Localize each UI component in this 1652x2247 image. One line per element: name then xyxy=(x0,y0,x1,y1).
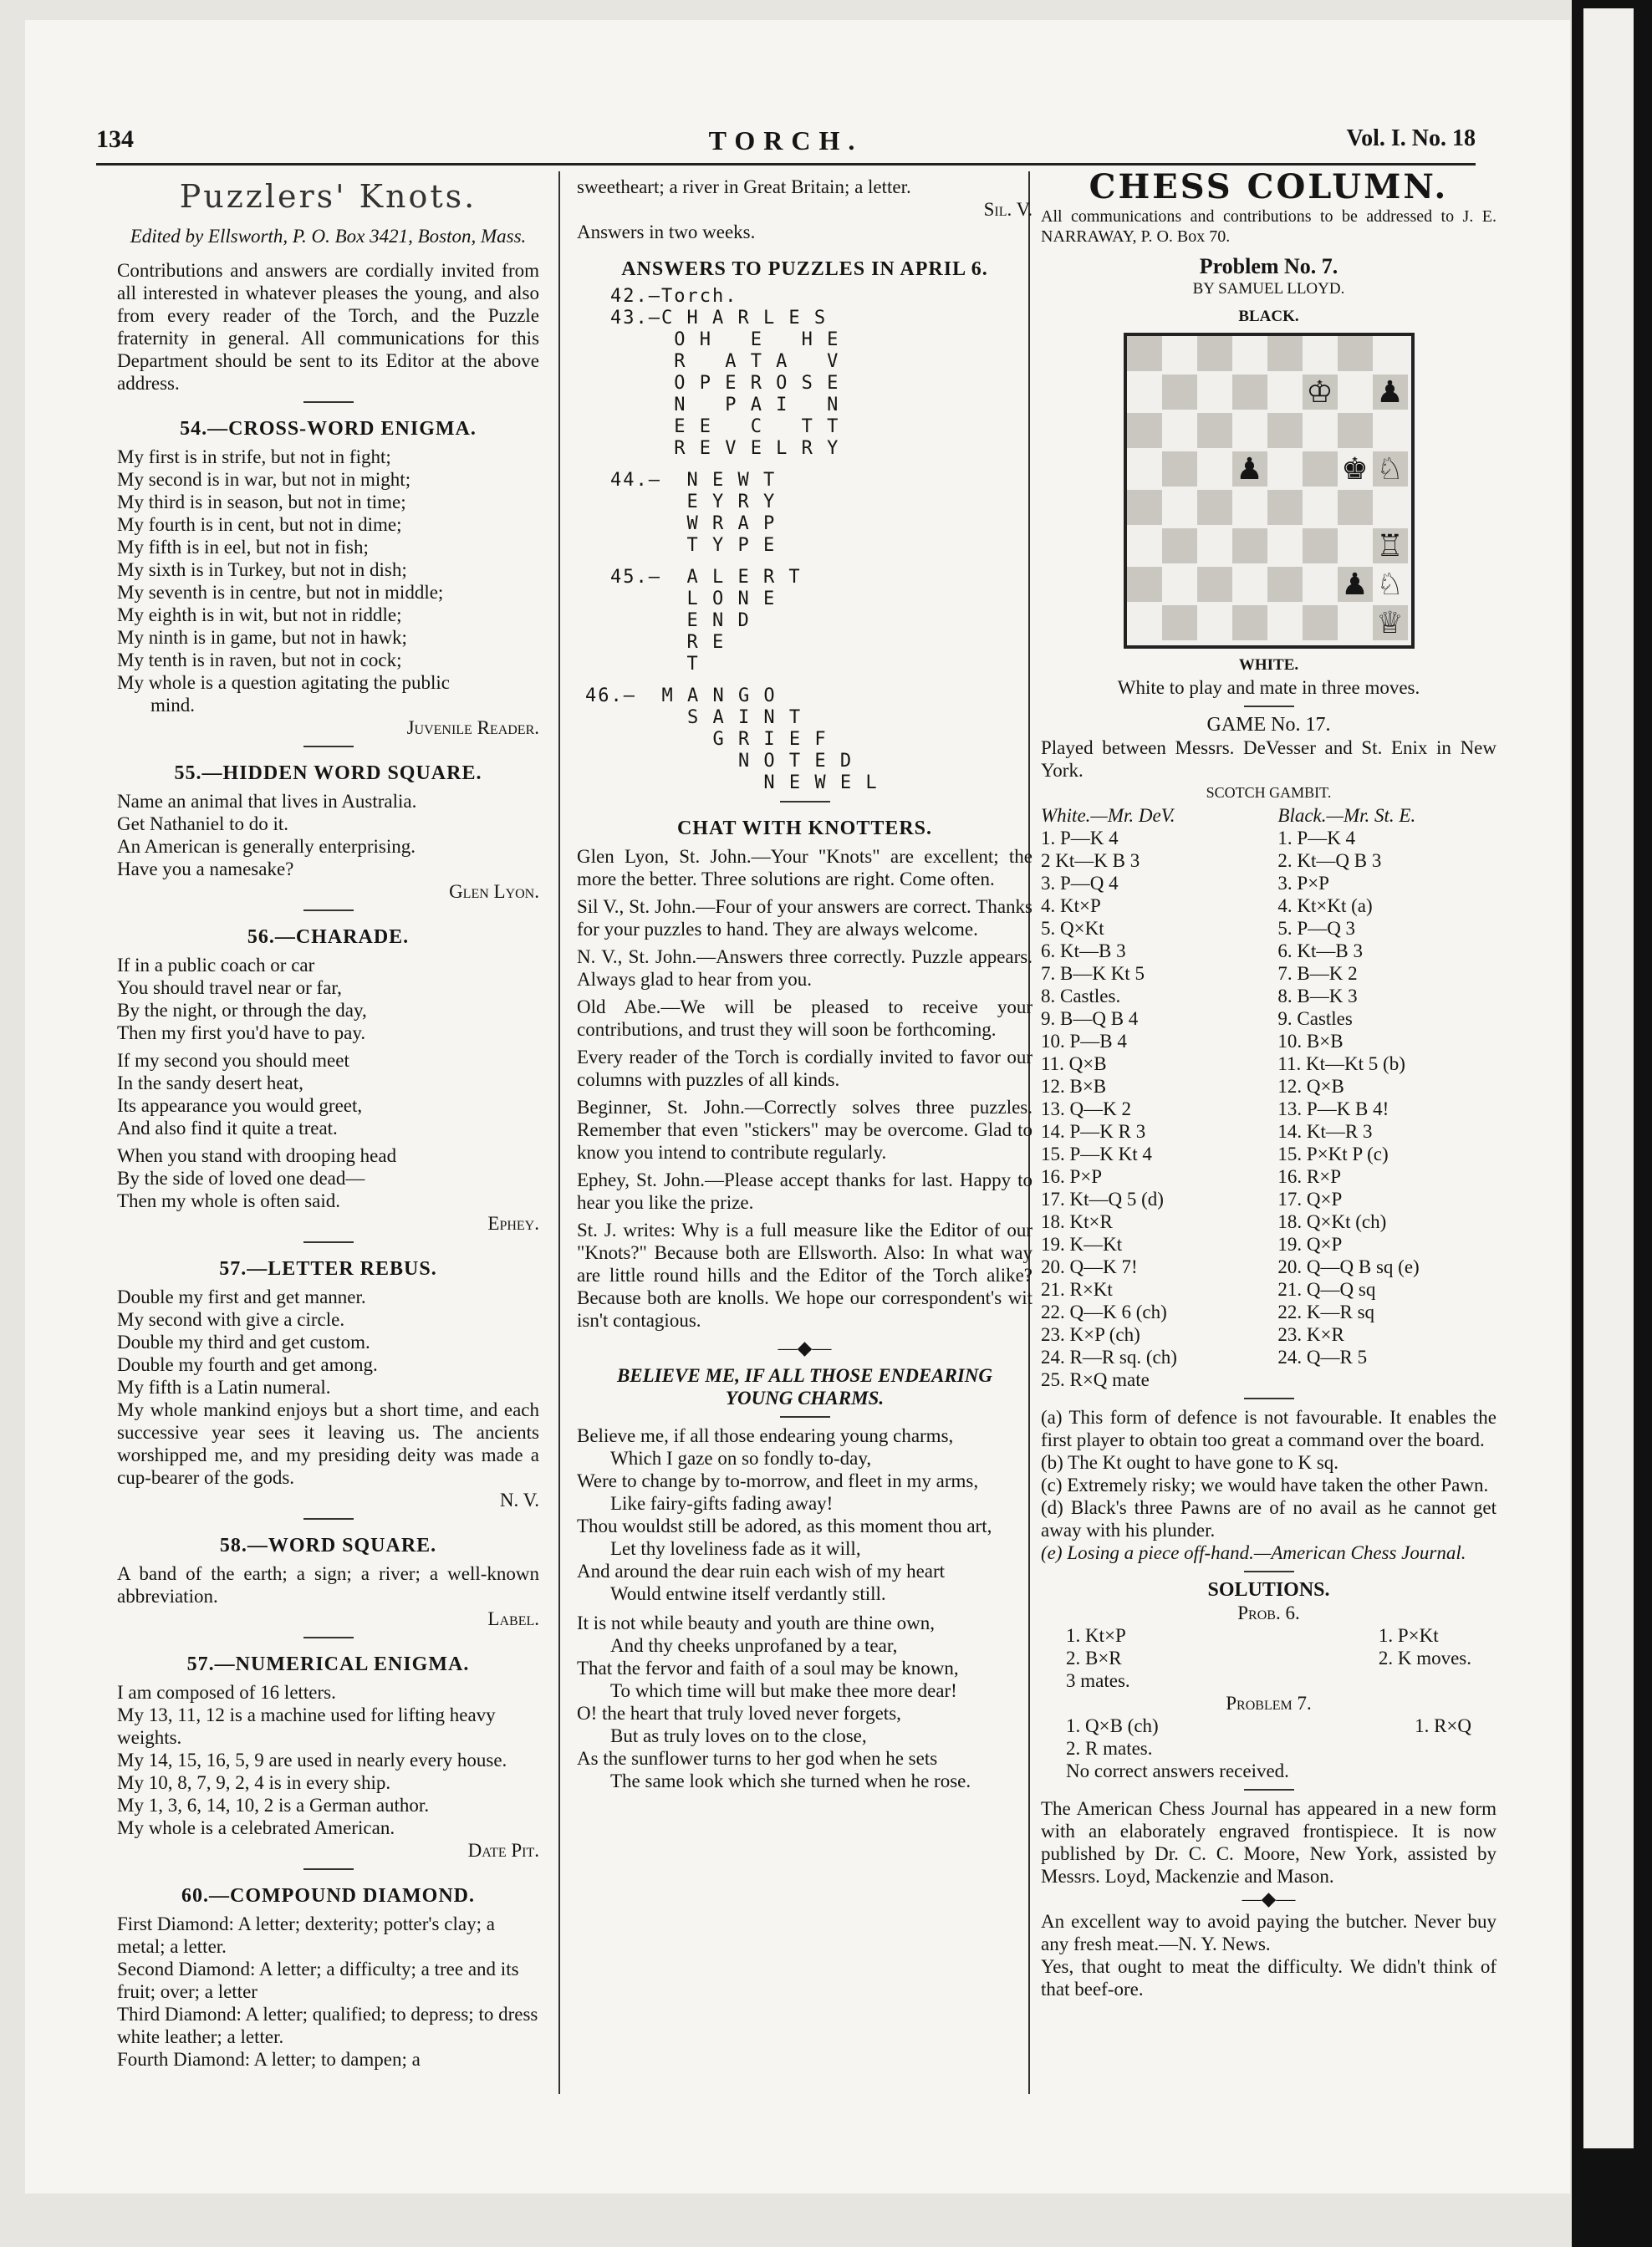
puzzle-line: Double my first and get manner. xyxy=(117,1287,366,1307)
chess-move: 18. Kt×R xyxy=(1041,1211,1113,1232)
puzzle-title: 58.—WORD SQUARE. xyxy=(219,1535,437,1557)
game-note: (a) This form of defence is not favourable. It enables the first player to obtain too great a command over the board. xyxy=(1041,1407,1496,1450)
chess-move: 15. P—K Kt 4 xyxy=(1041,1144,1152,1164)
black-moves xyxy=(1277,804,1496,1391)
answer-grid-row: L O N E xyxy=(610,588,777,609)
board-square xyxy=(1197,490,1232,525)
puzzle-line: My 10, 8, 7, 9, 2, 4 is in every ship. xyxy=(117,1772,391,1793)
chess-move: 20. Q—Q B sq (e) xyxy=(1277,1256,1420,1277)
answer-grid-row: 43.—C H A R L E S xyxy=(610,308,828,329)
answer-grid-row: O P E R O S E xyxy=(610,373,840,394)
puzzle-line: mind. xyxy=(150,695,196,716)
puzzle-line: My 1, 3, 6, 14, 10, 2 is a German author. xyxy=(117,1795,430,1816)
poem-line: And thy cheeks unprofaned by a tear, xyxy=(610,1635,898,1656)
answer-grid-row: E Y R Y xyxy=(610,492,777,512)
puzzle-title: 57.—LETTER REBUS. xyxy=(219,1258,437,1280)
answer-grid-row: N E W E L xyxy=(585,772,879,793)
chess-move: 17. Kt—Q 5 (d) xyxy=(1041,1189,1164,1210)
board-square xyxy=(1127,490,1162,525)
poem-line: By the side of loved one dead— xyxy=(117,1168,365,1189)
solution-move: 1. Kt×P xyxy=(1066,1625,1126,1646)
poem-line: By the night, or through the day, xyxy=(117,1000,367,1021)
chess-move: 12. B×B xyxy=(1041,1076,1107,1097)
ornament-divider: —◆— xyxy=(1242,1888,1296,1909)
prob7-solution xyxy=(1041,1715,1496,1760)
no-correct-note: No correct answers received. xyxy=(1066,1760,1289,1781)
chess-move: 22. K—R sq xyxy=(1277,1302,1375,1322)
chess-move: 7. B—K Kt 5 xyxy=(1041,963,1145,984)
board-square xyxy=(1127,567,1162,602)
poem-line: Which I gaze on so fondly to-day, xyxy=(610,1448,872,1469)
chess-move: 12. Q×B xyxy=(1277,1076,1344,1097)
page-header xyxy=(96,125,1476,159)
board-square xyxy=(1162,605,1197,640)
chess-move: 5. P—Q 3 xyxy=(1277,918,1356,939)
black-player: Black.—Mr. St. E. xyxy=(1277,805,1416,826)
game-title: GAME No. 17. xyxy=(1206,714,1331,736)
solution-move: 1. Q×B (ch) xyxy=(1066,1715,1159,1736)
divider xyxy=(303,1868,354,1870)
puzzle-line: Double my fourth and get among. xyxy=(117,1354,378,1375)
solutions-title: SOLUTIONS. xyxy=(1207,1579,1330,1601)
answer-grid-row: N P A I N xyxy=(610,395,840,415)
white-move-list xyxy=(1041,827,1260,1391)
board-square xyxy=(1338,336,1373,371)
solution-move: 2. B×R xyxy=(1066,1648,1122,1669)
scan-edge xyxy=(1572,0,1652,2247)
chess-title: CHESS COLUMN. xyxy=(1089,167,1449,206)
puzzle-signature: Ephey. xyxy=(487,1213,539,1234)
puzzle-title: 55.—HIDDEN WORD SQUARE. xyxy=(174,762,482,784)
poem-line: As the sunflower turns to her god when he sets xyxy=(577,1748,938,1769)
puzzle-line: Fourth Diamond: A letter; to dampen; a xyxy=(117,2049,421,2070)
puzzle-line: My eighth is in wit, but not in riddle; xyxy=(117,604,402,625)
poem-line: When you stand with drooping head xyxy=(117,1145,397,1166)
problem-author: BY SAMUEL LLOYD. xyxy=(1192,280,1345,298)
solution-move: 1. P×Kt xyxy=(1378,1625,1439,1646)
page-number: 134 xyxy=(96,125,134,153)
chess-move: 3. P×P xyxy=(1277,873,1329,894)
poem-line: Then my whole is often said. xyxy=(117,1190,341,1211)
facing-page-strip xyxy=(1583,8,1634,2148)
poem-line: If in a public coach or car xyxy=(117,955,315,976)
chess-note: All communications and contributions to be addressed to J. E. NARRAWAY, P. O. Box 70. xyxy=(1041,207,1496,246)
chess-move: 10. B×B xyxy=(1277,1031,1344,1052)
board-square xyxy=(1267,336,1303,371)
header-rule xyxy=(96,163,1476,166)
puzzle-line: My ninth is in game, but not in hawk; xyxy=(117,627,407,648)
chess-move: 5. Q×Kt xyxy=(1041,918,1104,939)
chess-move: 1. P—K 4 xyxy=(1041,828,1119,848)
puzzle-signature: Date Pit. xyxy=(467,1840,539,1861)
divider xyxy=(303,746,354,747)
chat-paragraph: N. V., St. John.—Answers three correctly. Puzzle appears. Always glad to hear from you. xyxy=(577,946,1032,990)
solution-move: 1. R×Q xyxy=(1415,1715,1471,1736)
answer-44 xyxy=(577,470,1032,557)
chess-move: 23. K×P (ch) xyxy=(1041,1324,1140,1345)
prob7-label: Problem 7. xyxy=(1226,1693,1312,1714)
puzzle-line: My tenth is in raven, but not in cock; xyxy=(117,650,402,670)
poem-line: But as truly loves on to the close, xyxy=(610,1725,867,1746)
ornament-divider: —◆— xyxy=(778,1338,832,1358)
chess-move: 18. Q×Kt (ch) xyxy=(1277,1211,1387,1232)
answer-grid-row: T xyxy=(610,654,700,675)
answer-grid-row: O H E H E xyxy=(610,329,840,350)
poem-line: Were to change by to-morrow, and fleet in my arms, xyxy=(577,1470,979,1491)
answer-grid-row: T Y P E xyxy=(610,535,777,556)
poem-line: To which time will but make thee more dear! xyxy=(610,1680,957,1701)
chess-move: 10. P—B 4 xyxy=(1041,1031,1127,1052)
poem-line: If my second you should meet xyxy=(117,1050,349,1071)
puzzle-line: Get Nathaniel to do it. xyxy=(117,813,289,834)
answer-grid-row: 44.— N E W T xyxy=(610,470,777,491)
chess-move: 20. Q—K 7! xyxy=(1041,1256,1138,1277)
divider xyxy=(303,1518,354,1520)
puzzle-signature: Label. xyxy=(487,1608,539,1629)
section-title: Puzzlers' Knots. xyxy=(179,178,477,215)
journal-note: The American Chess Journal has appeared in a new form with an elaborately engraved frontispiece. It is now published by Dr. C. C. Moore, New York, assisted by Messrs. Loyd, Mackenzie and Mason. xyxy=(1041,1798,1496,1887)
game-note: (b) The Kt ought to have gone to K sq. xyxy=(1041,1452,1339,1473)
puzzle-title: 60.—COMPOUND DIAMOND. xyxy=(181,1885,475,1907)
black-king-piece: ♚ xyxy=(1341,452,1369,486)
puzzle-line: My 13, 11, 12 is a machine used for lifting heavy weights. xyxy=(117,1704,496,1748)
chess-move: 15. P×Kt P (c) xyxy=(1277,1144,1389,1164)
board-square xyxy=(1197,413,1232,448)
board-square xyxy=(1232,528,1267,563)
board-square xyxy=(1127,336,1162,371)
black-move-list xyxy=(1277,827,1496,1368)
game-note: (d) Black's three Pawns are of no avail as he cannot get away with his plunder. xyxy=(1041,1497,1496,1541)
chat-paragraph: St. J. writes: Why is a full measure like the Editor of our "Knots?" Because both are Ellsworth. Also: In what way are little round hills and the Editor of the Torch alike? Because both are knolls. We hope our correspondent's wit isn't contagious. xyxy=(577,1220,1032,1331)
puzzle-title: 57.—NUMERICAL ENIGMA. xyxy=(186,1653,470,1675)
puzzle-signature: Sil. V. xyxy=(983,199,1032,220)
answer-46 xyxy=(577,685,1032,794)
puzzle-title: 56.—CHARADE. xyxy=(247,926,410,948)
column-puzzles xyxy=(117,176,539,2071)
board-square xyxy=(1303,605,1338,640)
chess-move: 9. Castles xyxy=(1277,1008,1353,1029)
puzzle-line: My fifth is a Latin numeral. xyxy=(117,1377,331,1398)
puzzle-line: My third is in season, but not in time; xyxy=(117,492,406,512)
chess-move: 7. B—K 2 xyxy=(1277,963,1358,984)
column-divider xyxy=(558,171,560,2094)
puzzle-line: My whole is a celebrated American. xyxy=(117,1817,395,1838)
puzzle-line: First Diamond: A letter; dexterity; potter's clay; a metal; a letter. xyxy=(117,1913,495,1957)
white-player: White.—Mr. DeV. xyxy=(1041,805,1175,826)
white-rook-piece: ♖ xyxy=(1376,529,1404,563)
divider xyxy=(303,401,354,403)
answer-grid-row: E N D xyxy=(610,610,751,631)
solution-move: 2. K moves. xyxy=(1378,1648,1471,1669)
prob7-white xyxy=(1066,1715,1159,1760)
poem-line: O! the heart that truly loved never forgets, xyxy=(577,1703,901,1724)
chess-move: 9. B—Q B 4 xyxy=(1041,1008,1139,1029)
board-square xyxy=(1162,374,1197,410)
puzzle-line: My sixth is in Turkey, but not in dish; xyxy=(117,559,407,580)
board-square xyxy=(1162,451,1197,487)
opening-name: SCOTCH GAMBIT. xyxy=(1206,784,1332,801)
poem-line: Then my first you'd have to pay. xyxy=(117,1022,366,1043)
puzzle-title: 54.—CROSS-WORD ENIGMA. xyxy=(180,418,477,440)
puzzle-body xyxy=(117,446,539,739)
board-square xyxy=(1267,567,1303,602)
chess-board xyxy=(1124,333,1415,649)
puzzle-line: I am composed of 16 letters. xyxy=(117,1682,336,1703)
board-square xyxy=(1267,413,1303,448)
puzzle-line: A band of the earth; a sign; a river; a well-known abbreviation. xyxy=(117,1563,539,1607)
problem-instruction: White to play and mate in three moves. xyxy=(1117,677,1420,698)
board-square xyxy=(1303,451,1338,487)
poem-line: Believe me, if all those endearing young charms, xyxy=(577,1425,954,1446)
answer-grid-row: R E V E L R Y xyxy=(610,438,840,459)
chess-move: 2. Kt—Q B 3 xyxy=(1277,850,1382,871)
divider xyxy=(1244,1398,1294,1399)
puzzle-line: My whole mankind enjoys but a short time, and each successive year sees it leaving us. The ancients worshipped me, and my presiding deity was made a cup-bearer of the gods. xyxy=(117,1399,539,1488)
chess-move: 11. Kt—Kt 5 (b) xyxy=(1277,1053,1405,1074)
white-label: WHITE. xyxy=(1238,656,1299,674)
game-note: (e) Losing a piece off-hand.—American Chess Journal. xyxy=(1041,1542,1466,1563)
editor-line: Edited by Ellsworth, P. O. Box 3421, Boston, Mass. xyxy=(130,226,527,247)
chess-move: 21. R×Kt xyxy=(1041,1279,1113,1300)
answers-note: Answers in two weeks. xyxy=(577,222,756,242)
answer-grid-row: N O T E D xyxy=(585,751,854,772)
prob6-white xyxy=(1066,1624,1130,1692)
divider xyxy=(780,801,830,802)
answer-grid-row: R E xyxy=(610,632,726,653)
chess-move: 21. Q—Q sq xyxy=(1277,1279,1376,1300)
puzzle-line: My fourth is in cent, but not in dime; xyxy=(117,514,402,535)
intro-paragraph: Contributions and answers are cordially invited from all interested in whatever pleases the young, and also from every reader of the Torch, and the Puzzle fraternity in general. All communications for this Department should be sent to its Editor at the above address. xyxy=(117,260,539,394)
board-square xyxy=(1197,567,1232,602)
prob6-label: Prob. 6. xyxy=(1237,1602,1300,1623)
puzzle-line: Second Diamond: A letter; a difficulty; a tree and its fruit; over; a letter xyxy=(117,1959,519,2002)
chess-move: 14. Kt—R 3 xyxy=(1277,1121,1373,1142)
poem-line: That the fervor and faith of a soul may be known, xyxy=(577,1658,959,1679)
board-square xyxy=(1232,605,1267,640)
puzzle-line: Third Diamond: A letter; qualified; to depress; to dress white leather; a letter. xyxy=(117,2004,538,2047)
poem-title: BELIEVE ME, IF ALL THOSE ENDEARING YOUNG CHARMS. xyxy=(616,1365,993,1409)
divider xyxy=(303,1241,354,1243)
puzzle-line: My first is in strife, but not in fight; xyxy=(117,446,391,467)
chess-move: 16. P×P xyxy=(1041,1166,1103,1187)
answer-grid-row: R A T A V xyxy=(610,351,840,372)
answer-grid-row: 46.— M A N G O xyxy=(585,685,777,706)
chess-move: 24. Q—R 5 xyxy=(1277,1347,1368,1368)
chess-move: 11. Q×B xyxy=(1041,1053,1107,1074)
board-square xyxy=(1303,528,1338,563)
chess-move: 13. P—K B 4! xyxy=(1277,1098,1389,1119)
puzzle-line: An American is generally enterprising. xyxy=(117,836,416,857)
poem-line: Thou wouldst still be adored, as this moment thou art, xyxy=(577,1516,992,1536)
white-queen-piece: ♕ xyxy=(1376,606,1404,639)
puzzle-line: My fifth is in eel, but not in fish; xyxy=(117,537,369,558)
poem-line: The same look which she turned when he rose. xyxy=(610,1771,971,1791)
divider xyxy=(303,1637,354,1638)
chess-move: 19. K—Kt xyxy=(1041,1234,1123,1255)
column-answers xyxy=(577,176,1032,1792)
joke-line: An excellent way to avoid paying the butcher. Never buy any fresh meat.—N. Y. News. xyxy=(1041,1911,1496,1954)
black-pawn-piece: ♟ xyxy=(1341,568,1369,601)
puzzle-signature: Glen Lyon. xyxy=(449,881,539,902)
divider xyxy=(780,1416,830,1418)
black-pawn-piece: ♟ xyxy=(1236,452,1263,486)
puzzle-signature: N. V. xyxy=(499,1490,539,1511)
divider xyxy=(1244,706,1294,707)
black-pawn-piece: ♟ xyxy=(1376,375,1404,409)
poem-line: Let thy loveliness fade as it will, xyxy=(610,1538,861,1559)
answer-42: 42.—Torch. xyxy=(610,286,738,307)
chess-move: 16. R×P xyxy=(1277,1166,1342,1187)
game-note: (c) Extremely risky; we would have taken the other Pawn. xyxy=(1041,1475,1489,1495)
answers-title: ANSWERS TO PUZZLES IN APRIL 6. xyxy=(621,258,988,280)
volume-number: Vol. I. No. 18 xyxy=(1346,125,1476,151)
white-knight-piece: ♘ xyxy=(1376,452,1404,486)
answer-grid-row: G R I E F xyxy=(585,729,828,750)
board-square xyxy=(1338,490,1373,525)
poem-line: And around the dear ruin each wish of my heart xyxy=(577,1561,946,1582)
chess-move: 22. Q—K 6 (ch) xyxy=(1041,1302,1167,1322)
answer-45 xyxy=(577,567,1032,675)
chess-move: 8. B—K 3 xyxy=(1277,986,1358,1006)
puzzle-line: My second with give a circle. xyxy=(117,1309,345,1330)
puzzle-line: Name an animal that lives in Australia. xyxy=(117,791,417,812)
divider xyxy=(1244,1789,1294,1791)
chat-paragraph: Every reader of the Torch is cordially invited to favor our columns with puzzles of all kinds. xyxy=(577,1047,1032,1090)
puzzle-line: Have you a namesake? xyxy=(117,859,294,879)
chess-move: 17. Q×P xyxy=(1277,1189,1343,1210)
board-square xyxy=(1232,374,1267,410)
puzzle-line: My second is in war, but not in might; xyxy=(117,469,411,490)
answer-grid-row: 45.— A L E R T xyxy=(610,567,802,588)
poem-line: In the sandy desert heat, xyxy=(117,1073,303,1093)
joke-line: Yes, that ought to meat the difficulty. We didn't think of that beef-ore. xyxy=(1041,1956,1496,2000)
board-square xyxy=(1197,336,1232,371)
white-king-piece: ♔ xyxy=(1306,375,1333,409)
chess-move: 2 Kt—K B 3 xyxy=(1041,850,1140,871)
chess-move: 14. P—K R 3 xyxy=(1041,1121,1146,1142)
chess-move: 19. Q×P xyxy=(1277,1234,1343,1255)
board-square xyxy=(1127,413,1162,448)
chat-paragraph: Glen Lyon, St. John.—Your "Knots" are excellent; the more the better. Three solutions are right. Come often. xyxy=(577,846,1032,889)
board-square xyxy=(1338,413,1373,448)
chess-move: 6. Kt—B 3 xyxy=(1041,940,1126,961)
answer-43 xyxy=(577,308,1032,460)
solution-move: 2. R mates. xyxy=(1066,1738,1153,1759)
board-square xyxy=(1162,528,1197,563)
puzzle-line: My 14, 15, 16, 5, 9 are used in nearly every house. xyxy=(117,1750,507,1771)
chat-paragraph: Sil V., St. John.—Four of your answers are correct. Thanks for your puzzles to hand. They are always welcome. xyxy=(577,896,1032,940)
chess-move: 6. Kt—B 3 xyxy=(1277,940,1363,961)
black-label: BLACK. xyxy=(1238,308,1299,325)
chess-move: 1. P—K 4 xyxy=(1277,828,1356,848)
chess-move: 23. K×R xyxy=(1277,1324,1344,1345)
answer-grid-row: S A I N T xyxy=(585,707,803,728)
puzzle-line: My seventh is in centre, but not in middle; xyxy=(117,582,444,603)
problem-title: Problem No. 7. xyxy=(1199,254,1338,278)
puzzle-continuation: sweetheart; a river in Great Britain; a letter. xyxy=(577,176,911,197)
divider xyxy=(1244,1571,1294,1572)
prob6-black xyxy=(1379,1624,1471,1692)
poem-line: You should travel near or far, xyxy=(117,977,342,998)
chat-paragraph: Old Abe.—We will be pleased to receive your contributions, and trust they will soon be forthcoming. xyxy=(577,996,1032,1040)
divider xyxy=(303,910,354,911)
puzzle-line: My whole is a question agitating the public xyxy=(117,672,450,693)
chat-title: CHAT WITH KNOTTERS. xyxy=(676,818,933,839)
puzzle-line: Double my third and get custom. xyxy=(117,1332,370,1353)
poem-line: Like fairy-gifts fading away! xyxy=(610,1493,834,1514)
prob7-black xyxy=(1415,1715,1471,1760)
chess-move: 8. Castles. xyxy=(1041,986,1121,1006)
white-moves xyxy=(1041,804,1260,1391)
chess-move: 24. R—R sq. (ch) xyxy=(1041,1347,1177,1368)
board-square xyxy=(1267,490,1303,525)
chess-move: 3. P—Q 4 xyxy=(1041,873,1119,894)
newspaper-title: TORCH. xyxy=(708,125,864,155)
prob6-solution xyxy=(1041,1624,1496,1692)
white-knight-piece: ♘ xyxy=(1376,568,1404,601)
answer-grid-row: E E C T T xyxy=(610,416,840,437)
chess-move: 25. R×Q mate xyxy=(1041,1369,1150,1390)
poem-line: It is not while beauty and youth are thine own, xyxy=(577,1613,935,1633)
puzzle-signature: Juvenile Reader. xyxy=(406,717,539,738)
chat-paragraph: Ephey, St. John.—Please accept thanks for last. Happy to hear you like the prize. xyxy=(577,1169,1032,1213)
game-description: Played between Messrs. DeVesser and St. Enix in New York. xyxy=(1041,737,1496,781)
poem-line: And also find it quite a treat. xyxy=(117,1118,338,1139)
answer-grid-row: W R A P xyxy=(610,513,777,534)
poem-line: Its appearance you would greet, xyxy=(117,1095,363,1116)
solution-move: 3 mates. xyxy=(1066,1670,1130,1691)
chess-move: 4. Kt×P xyxy=(1041,895,1101,916)
poem-line: Would entwine itself verdantly still. xyxy=(610,1583,886,1604)
column-chess xyxy=(1041,167,1496,2000)
game-moves xyxy=(1041,804,1496,1391)
chess-move: 4. Kt×Kt (a) xyxy=(1277,895,1373,916)
chat-paragraph: Beginner, St. John.—Correctly solves three puzzles. Remember that even "stickers" may be overcome. Glad to know you intend to contribute regularly. xyxy=(577,1097,1032,1163)
chess-move: 13. Q—K 2 xyxy=(1041,1098,1131,1119)
